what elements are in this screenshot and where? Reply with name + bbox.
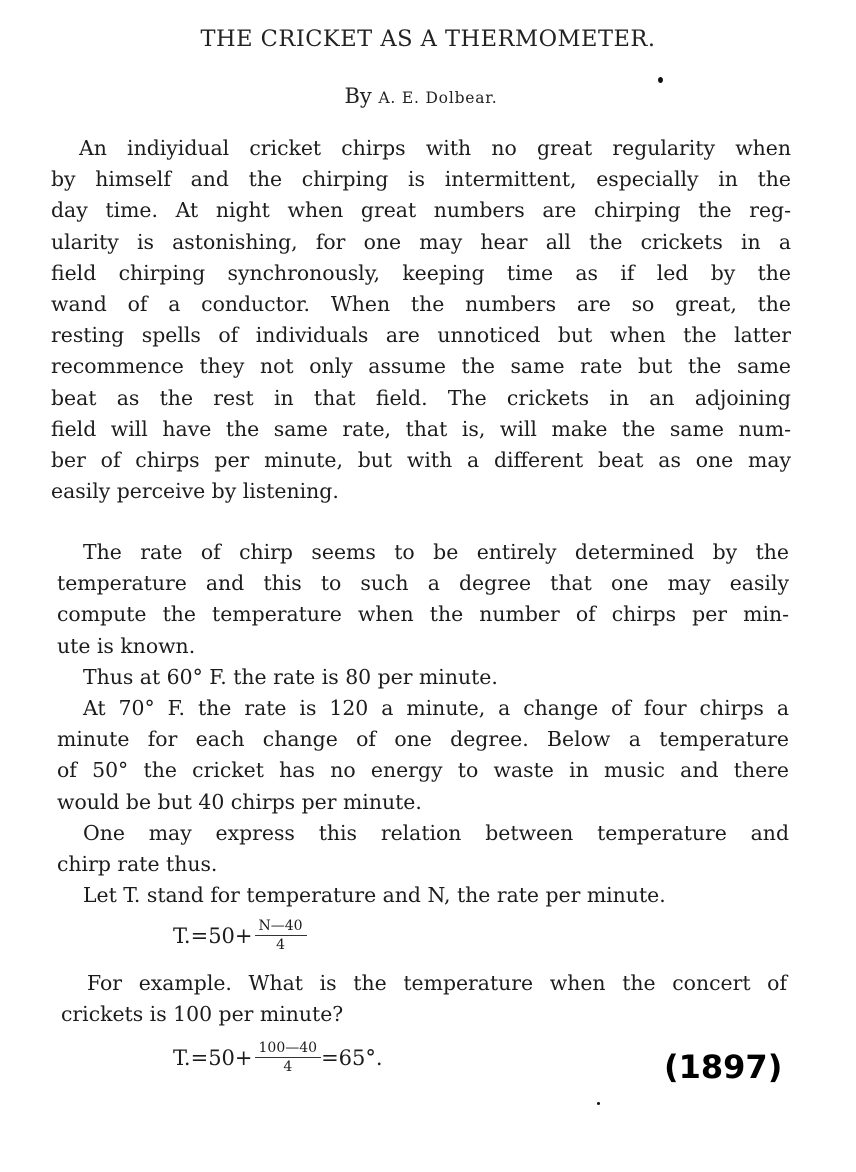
formula-lhs: T.=50+ xyxy=(173,1045,253,1070)
text-line: One may express this relation between temperature and xyxy=(83,820,789,845)
text-line: For example. What is the temperature when the concert of xyxy=(87,971,787,995)
text-line: day time. At night when great numbers are chirping the reg- xyxy=(51,198,791,223)
formula-example xyxy=(173,1040,383,1075)
text-line: Thus at 60° F. the rate is 80 per minute. xyxy=(83,664,498,689)
fraction-numerator: N—40 xyxy=(255,918,307,936)
text-line: beat as the rest in that field. The crickets in an adjoining xyxy=(51,385,791,410)
fraction-denominator: 4 xyxy=(276,937,286,953)
text-line: Let T. stand for temperature and N, the rate per minute. xyxy=(83,883,666,908)
text-line: chirp rate thus. xyxy=(57,852,218,877)
text-line: crickets is 100 per minute? xyxy=(61,1002,344,1027)
text-line: The rate of chirp seems to be entirely determined by the xyxy=(83,540,789,564)
text-line: minute for each change of one degree. Below a temperature xyxy=(57,727,789,752)
text-line: An indiyidual cricket chirps with no great regularity when xyxy=(79,136,791,160)
year-label: (1897) xyxy=(664,1048,783,1086)
text-line: wand of a conductor. When the numbers are so great, the xyxy=(51,292,791,317)
text-line: of 50° the cricket has no energy to waste in music and there xyxy=(57,758,789,783)
text-line: recommence they not only assume the same rate but the same xyxy=(51,354,791,379)
paragraph-2 xyxy=(57,537,789,911)
text-line: would be but 40 chirps per minute. xyxy=(57,789,422,814)
text-line: by himself and the chirping is intermittent, especially in the xyxy=(51,167,791,192)
text-line: easily perceive by listening. xyxy=(51,479,339,504)
text-line: ularity is astonishing, for one may hear all the crickets in a xyxy=(51,229,791,254)
text-line: At 70° F. the rate is 120 a minute, a change of four chirps a xyxy=(83,696,789,721)
formula-result: =65°. xyxy=(321,1045,383,1070)
text-line: compute the temperature when the number of chirps per min- xyxy=(57,602,789,627)
fraction-numerator: 100—40 xyxy=(255,1040,322,1058)
text-line: ber of chirps per minute, but with a different beat as one may xyxy=(51,448,791,473)
article-title: THE CRICKET AS A THERMOMETER. xyxy=(200,26,656,52)
formula-fraction xyxy=(255,1040,322,1075)
article-byline xyxy=(0,84,842,108)
paragraph-1 xyxy=(51,133,791,507)
formula-temperature xyxy=(173,918,307,953)
text-line: temperature and this to such a degree that one may easily xyxy=(57,571,789,596)
scan-speck xyxy=(658,77,663,83)
formula-fraction xyxy=(255,918,307,953)
example-paragraph xyxy=(61,968,787,1030)
byline-prefix: By xyxy=(344,84,372,108)
byline-author: A. E. Dolbear. xyxy=(378,89,498,107)
text-line: resting spells of individuals are unnoticed but when the latter xyxy=(51,323,791,348)
text-line: field chirping synchronously, keeping time as if led by the xyxy=(51,260,791,285)
fraction-denominator: 4 xyxy=(283,1059,293,1075)
text-line: ute is known. xyxy=(57,633,196,658)
text-line: field will have the same rate, that is, will make the same num- xyxy=(51,416,791,441)
formula-lhs: T.=50+ xyxy=(173,923,253,948)
scan-speck xyxy=(597,1102,600,1105)
